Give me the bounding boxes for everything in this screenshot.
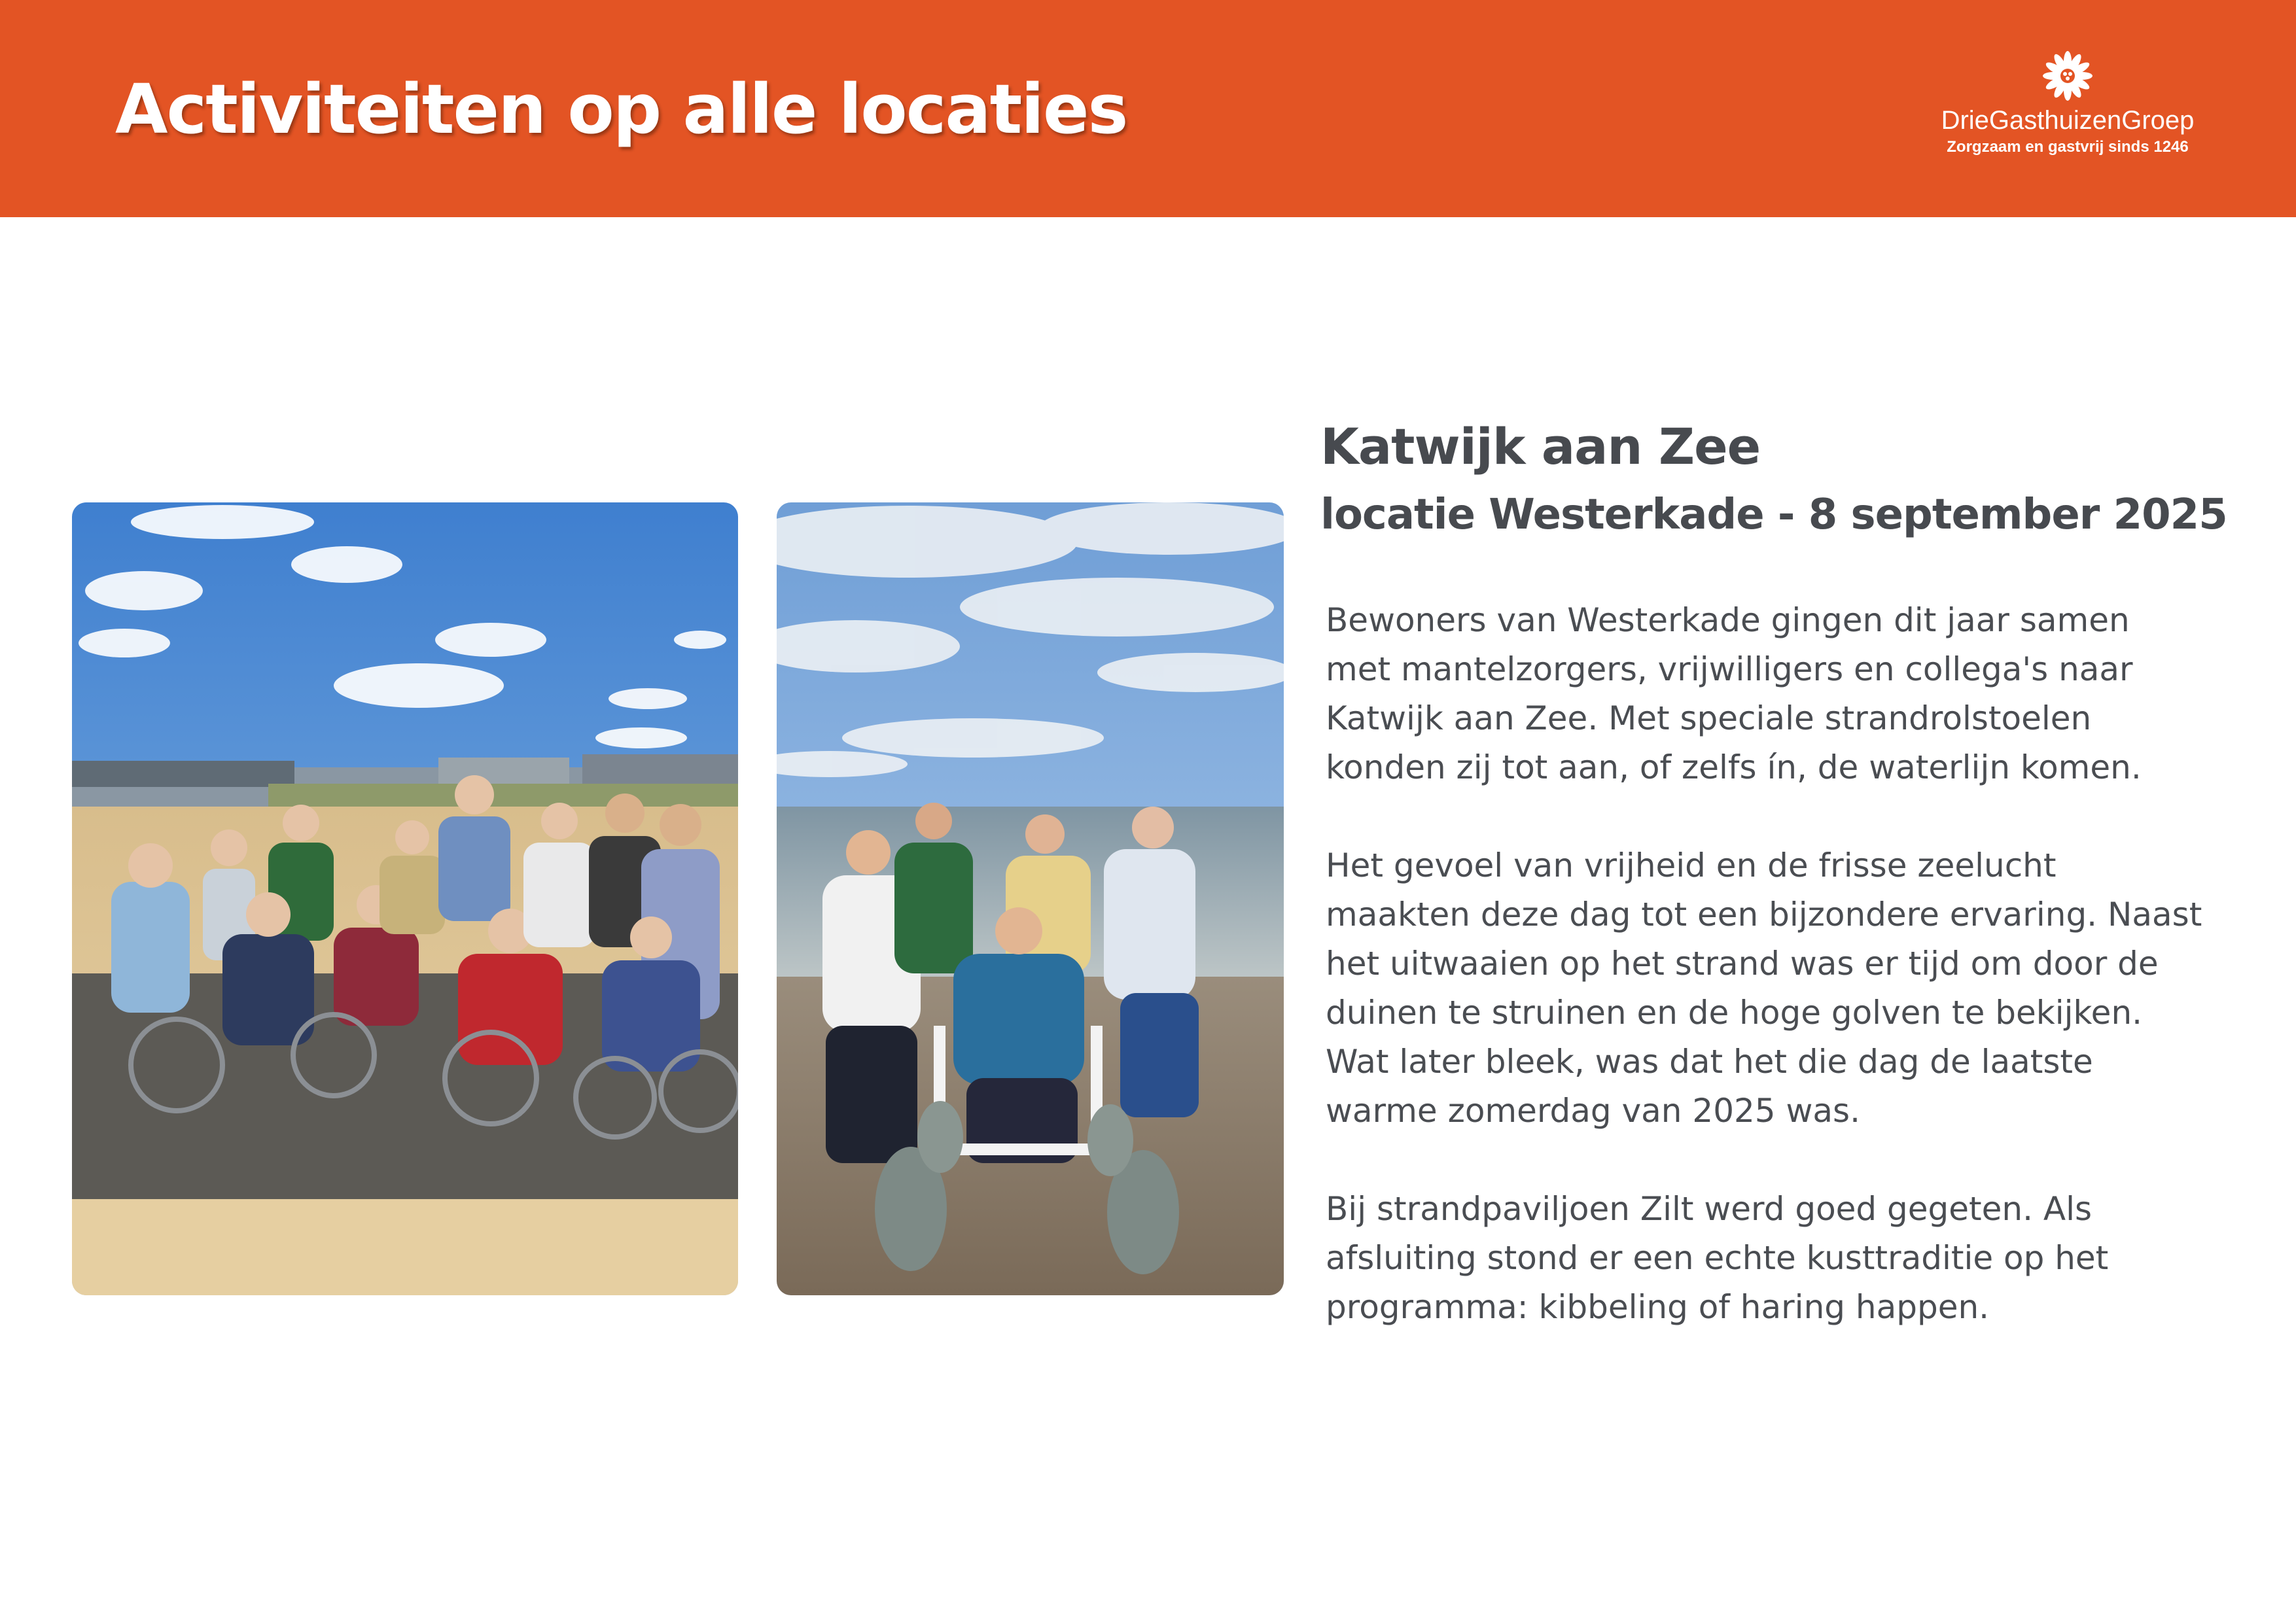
logo-name: DrieGasthuizenGroep [1941,106,2195,135]
logo-tagline: Zorgzaam en gastvrij sinds 1246 [1947,138,2189,156]
text-line: warme zomerdag van 2025 was. [1326,1092,1860,1130]
text-line: met mantelzorgers, vrijwilligers en collega's naar [1326,650,2133,688]
article-paragraph-2 [1326,841,2268,1136]
text-line: duinen te struinen en de hoge golven te bekijken. [1326,994,2143,1032]
text-line: Bij strandpaviljoen Zilt werd goed gegeten. Als [1326,1190,2093,1228]
text-line: Katwijk aan Zee. Met speciale strandrolstoelen [1326,699,2092,737]
edelweiss-flower-icon [2027,51,2108,101]
article-body [1326,596,2268,1381]
text-line: het uitwaaien op het strand was er tijd om door de [1326,945,2159,983]
photo-group-on-beach [72,502,738,1295]
text-line: maakten deze dag tot een bijzondere ervaring. Naast [1326,896,2202,934]
text-line: Wat later bleek, was dat het die dag de laatste [1326,1043,2093,1081]
header-banner [0,0,2296,217]
article-title: Katwijk aan Zee [1320,417,1761,476]
text-line: Bewoners van Westerkade gingen dit jaar samen [1326,601,2130,639]
text-line: afsluiting stond er een echte kusttraditie op het [1326,1239,2109,1277]
page-title: Activiteiten op alle locaties [115,69,1127,149]
text-line: konden zij tot aan, of zelfs ín, de waterlijn komen. [1326,748,2142,786]
organization-logo [1937,51,2199,169]
text-line: Het gevoel van vrijheid en de frisse zeelucht [1326,846,2057,884]
photo-beach-wheelchair [777,502,1284,1295]
article-paragraph-3 [1326,1185,2268,1332]
article-subtitle: locatie Westerkade - 8 september 2025 [1320,491,2227,539]
text-line: programma: kibbeling of haring happen. [1326,1288,1990,1326]
article-paragraph-1 [1326,596,2268,792]
